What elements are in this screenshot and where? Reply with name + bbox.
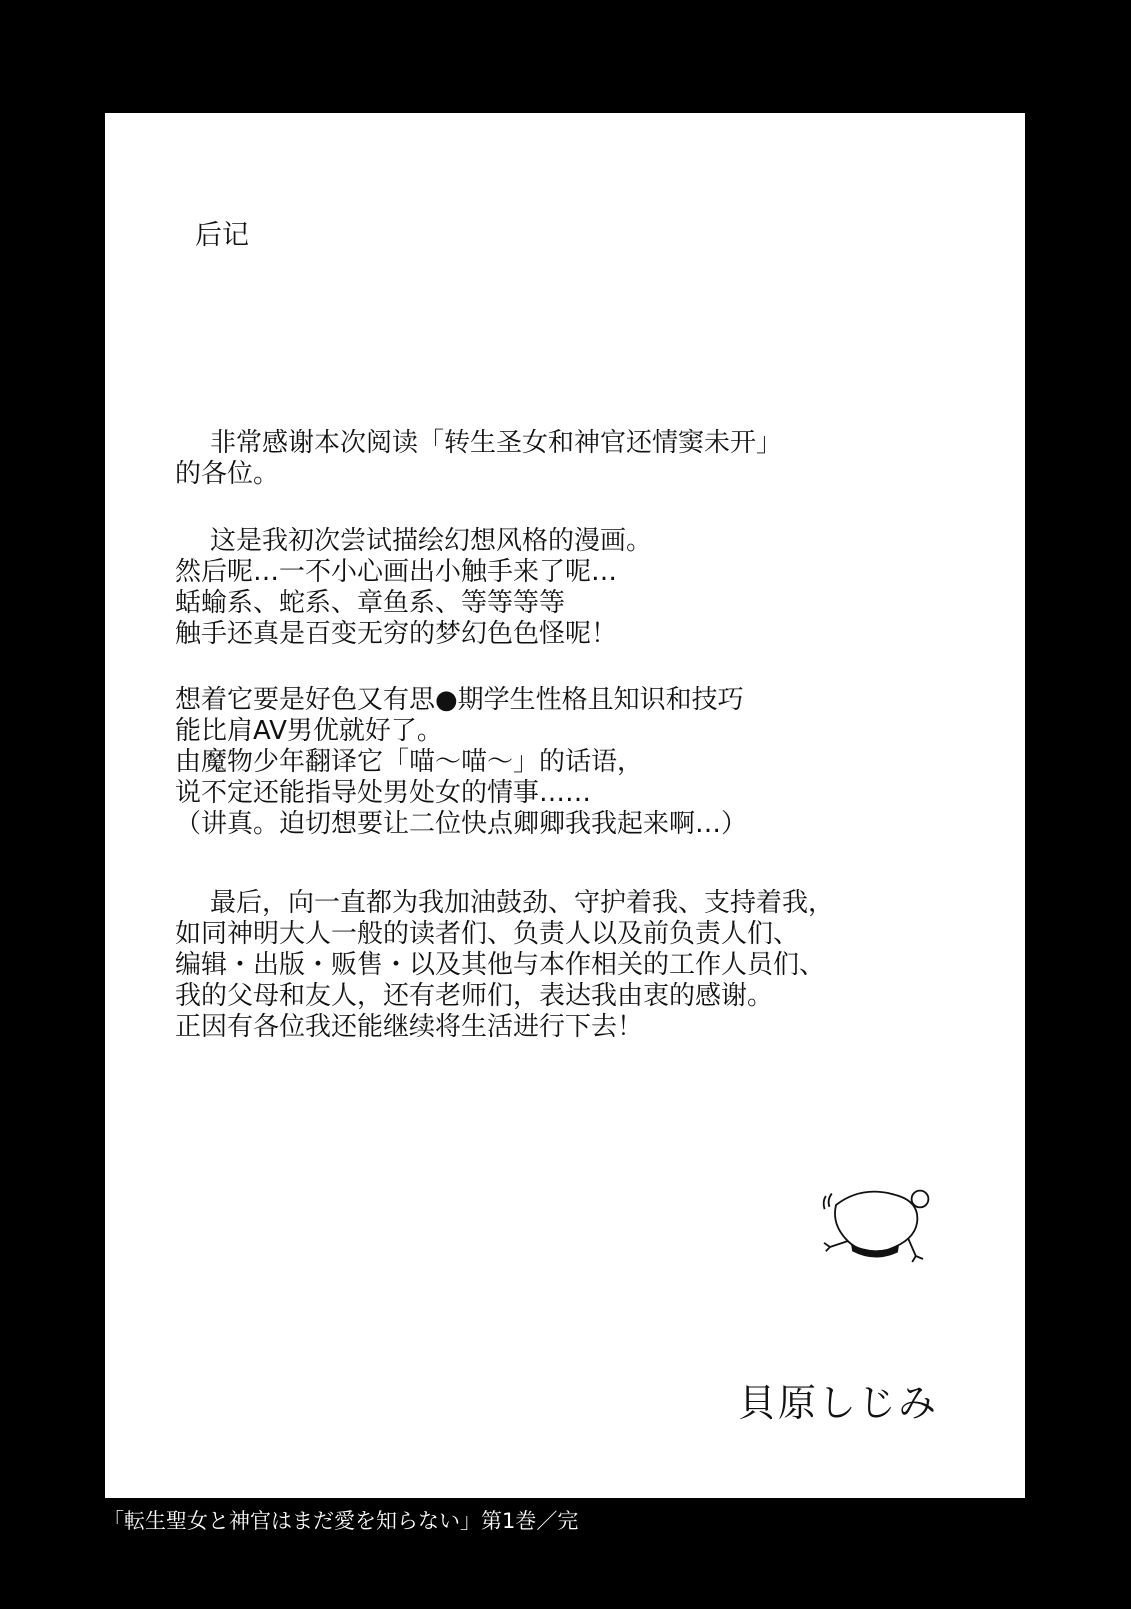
text-line: 非常感谢本次阅读「转生圣女和神官还情窦未开」 [210, 428, 783, 458]
text-line: 的各位。 [175, 459, 280, 489]
paragraph-acknowledgements [175, 888, 834, 1043]
text-line: 正因有各位我还能继续将生活进行下去！ [175, 1012, 644, 1042]
page-title: 后记 [195, 220, 249, 251]
text-line: 我的父母和友人，还有老师们，表达我由衷的感谢。 [175, 981, 774, 1011]
text-line: 最后，向一直都为我加油鼓劲、守护着我、支持着我， [210, 888, 835, 918]
mascot-drawing-icon [775, 1178, 975, 1328]
volume-end-caption: 「転生聖女と神官はまだ愛を知らない」第1巻／完 [103, 1509, 579, 1533]
text-line: 说不定还能指导处男处女的情事…… [175, 778, 592, 808]
text-line: 蛞蝓系、蛇系、章鱼系、等等等等 [175, 588, 566, 618]
paragraph-fantasy [175, 526, 652, 650]
text-line: 然后呢…一不小心画出小触手来了呢… [175, 557, 618, 587]
text-line: 能比肩AV男优就好了。 [175, 716, 443, 746]
text-line: 如同神明大人一般的读者们、负责人以及前负责人们、 [175, 919, 800, 949]
text-line: （讲真。迫切想要让二位快点卿卿我我起来啊…） [175, 809, 748, 839]
afterword-page [105, 113, 1025, 1498]
text-line: 编辑・出版・贩售・以及其他与本作相关的工作人员们、 [175, 950, 826, 980]
text-line: 想着它要是好色又有思●期学生性格且知识和技巧 [175, 685, 744, 715]
paragraph-wish [175, 685, 747, 840]
text-line: 由魔物少年翻译它「喵〜喵〜」的话语， [175, 747, 644, 777]
text-line: 这是我初次尝试描绘幻想风格的漫画。 [210, 526, 653, 556]
text-line: 触手还真是百变无穷的梦幻色色怪呢！ [175, 619, 618, 649]
paragraph-thanks [175, 428, 782, 490]
author-signature: 貝原しじみ [738, 1381, 939, 1425]
